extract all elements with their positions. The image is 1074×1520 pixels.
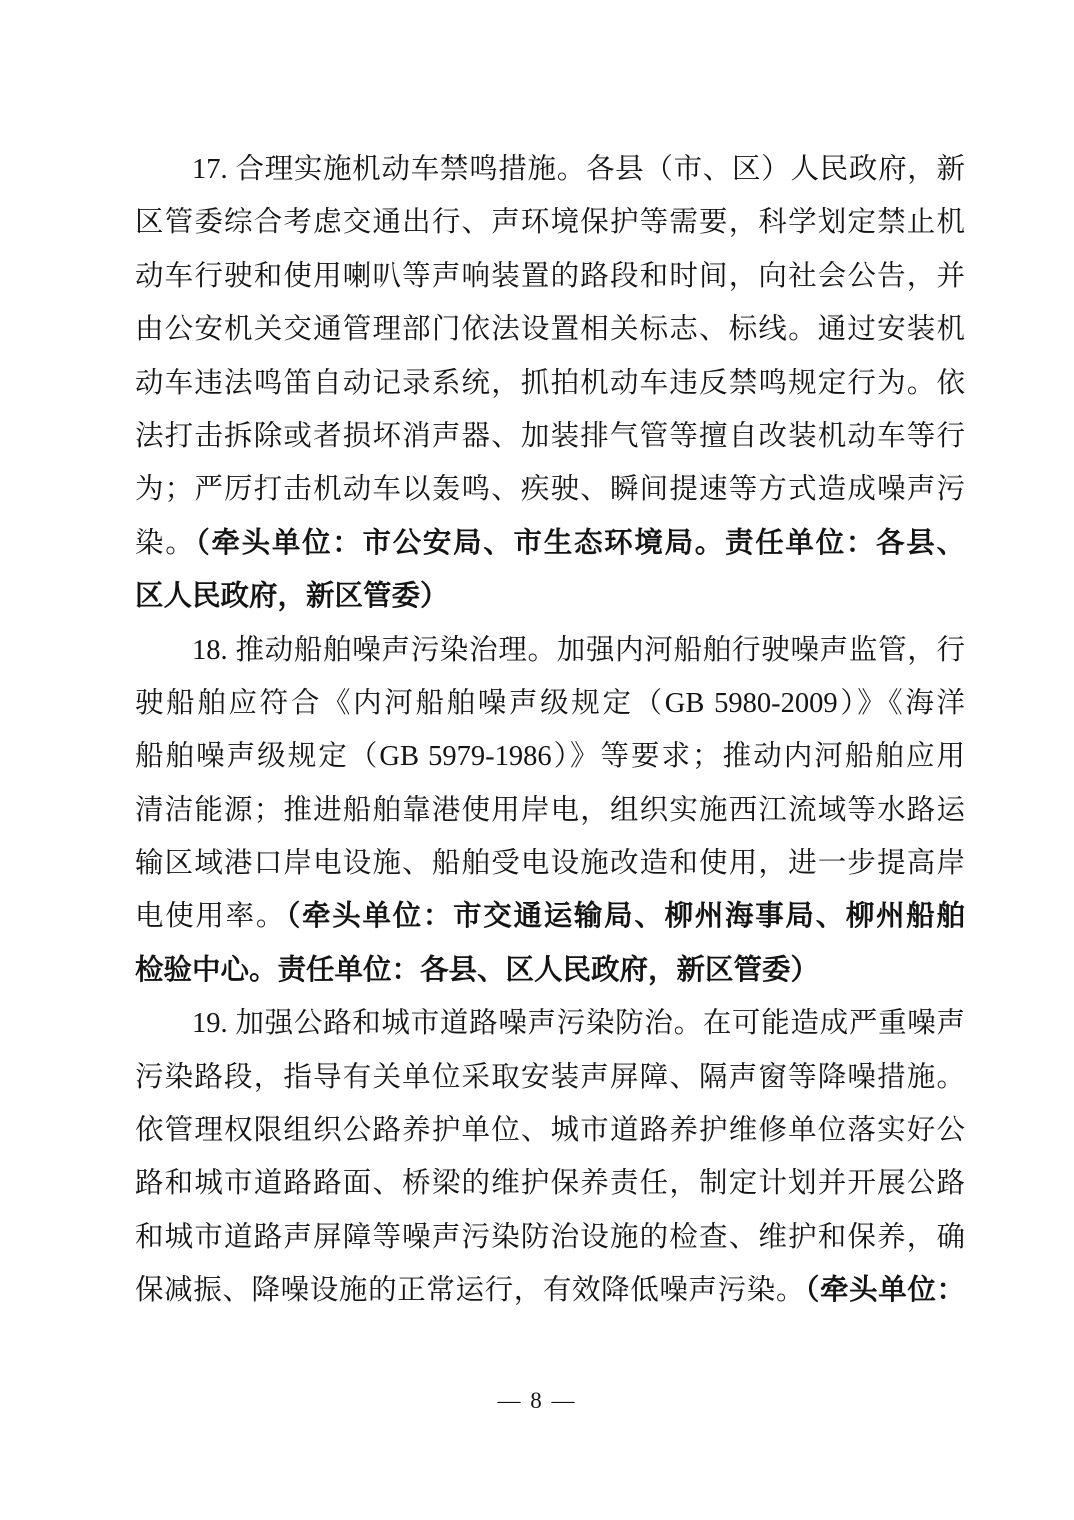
- document-body: [135, 143, 965, 1318]
- text-line: [135, 730, 965, 783]
- body-text-segment: 区管委综合考虑交通出行、声环境保护等需要，科学划定禁止机: [135, 207, 965, 239]
- text-line: [135, 1104, 965, 1157]
- text-line: [135, 517, 965, 570]
- text-line: [135, 624, 965, 677]
- body-text-segment: 由公安机关交通管理部门依法设置相关标志、标线。通过安装机: [135, 314, 965, 346]
- body-text-segment: 路和城市道路路面、桥梁的维护保养责任，制定计划并开展公路: [135, 1168, 965, 1200]
- body-text-segment: 染。: [135, 527, 196, 559]
- text-line: [135, 1051, 965, 1104]
- text-line: [135, 890, 965, 943]
- text-line: [135, 196, 965, 249]
- lead-unit-text: （牵头单位：: [805, 1275, 965, 1307]
- body-text-segment: 保减振、降噪设施的正常运行，有效降低噪声污染。: [135, 1275, 806, 1307]
- paragraph-18-start: 18. 推动船舶噪声污染治理。加强内河船舶行驶噪声监管，行: [192, 634, 965, 666]
- text-line: [135, 143, 965, 196]
- text-line: [135, 1157, 965, 1210]
- body-text-segment: 电使用率。: [135, 901, 287, 933]
- text-line: [135, 410, 965, 463]
- page-number-label: — 8 —: [497, 1388, 577, 1413]
- text-line: [135, 784, 965, 837]
- lead-unit-text: （牵头单位：市公安局、市生态环境局。责任单位：各县、: [195, 527, 965, 559]
- text-line: [135, 997, 965, 1050]
- body-text-segment: 驶船舶应符合《内河船舶噪声级规定（GB 5980-2009）》《海洋: [135, 687, 965, 719]
- body-text-segment: 动车行驶和使用喇叭等声响装置的路段和时间，向社会公告，并: [135, 260, 965, 292]
- text-line: [135, 570, 965, 623]
- paragraph-19-start: 19. 加强公路和城市道路噪声污染防治。在可能造成严重噪声: [192, 1008, 965, 1040]
- text-line: [135, 357, 965, 410]
- text-line: [135, 303, 965, 356]
- lead-unit-text: 检验中心。责任单位：各县、区人民政府，新区管委）: [135, 954, 820, 986]
- page-number: [0, 1388, 1074, 1414]
- text-line: [135, 1211, 965, 1264]
- body-text-segment: 和城市道路声屏障等噪声污染防治设施的检查、维护和保养，确: [135, 1221, 965, 1253]
- text-line: [135, 944, 965, 997]
- text-line: [135, 250, 965, 303]
- body-text-segment: 清洁能源；推进船舶靠港使用岸电，组织实施西江流域等水路运: [135, 794, 965, 826]
- body-text-segment: 依管理权限组织公路养护单位、城市道路养护维修单位落实好公: [135, 1115, 965, 1147]
- body-text-segment: 动车违法鸣笛自动记录系统，抓拍机动车违反禁鸣规定行为。依: [135, 367, 965, 399]
- body-text-segment: 为；严厉打击机动车以轰鸣、疾驶、瞬间提速等方式造成噪声污: [135, 474, 965, 506]
- body-text-segment: 输区域港口岸电设施、船舶受电设施改造和使用，进一步提高岸: [135, 848, 965, 880]
- text-line: [135, 463, 965, 516]
- lead-unit-text: 区人民政府，新区管委）: [135, 581, 449, 613]
- text-line: [135, 837, 965, 890]
- text-line: [135, 1264, 965, 1317]
- body-text-segment: 船舶噪声级规定（GB 5979-1986）》等要求；推动内河船舶应用: [135, 741, 965, 773]
- body-text-segment: 法打击拆除或者损坏消声器、加装排气管等擅自改装机动车等行: [135, 420, 965, 452]
- text-line: [135, 677, 965, 730]
- body-text-segment: 污染路段，指导有关单位采取安装声屏障、隔声窗等降噪措施。: [135, 1061, 965, 1093]
- paragraph-17-start: 17. 合理实施机动车禁鸣措施。各县（市、区）人民政府，新: [192, 154, 965, 185]
- lead-unit-text: （牵头单位：市交通运输局、柳州海事局、柳州船舶: [286, 901, 965, 933]
